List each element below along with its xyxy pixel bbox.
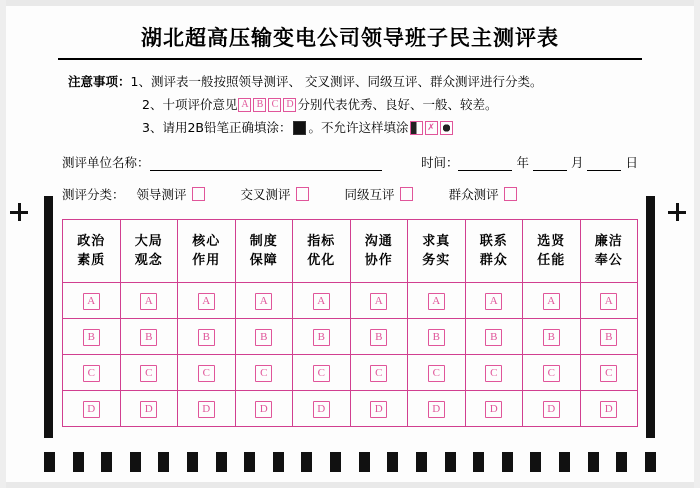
answer-row-b: [63, 319, 638, 355]
page-edge-top: [0, 0, 700, 6]
instruction-3-text-middle: 。不允许这样填涂: [308, 120, 409, 135]
timing-tick: [73, 452, 84, 472]
category-option-cross[interactable]: [241, 185, 309, 203]
timing-tick: [559, 452, 570, 472]
answer-cell[interactable]: [580, 283, 638, 319]
bubble-d[interactable]: D: [543, 401, 560, 418]
answer-row-a: [63, 283, 638, 319]
page-edge-left: [0, 0, 6, 488]
bubble-a[interactable]: A: [370, 293, 387, 310]
instruction-2-number: 2、: [142, 97, 163, 112]
answer-cell[interactable]: [120, 355, 178, 391]
answer-cell[interactable]: [63, 319, 121, 355]
answer-cell[interactable]: [580, 319, 638, 355]
answer-cell[interactable]: [523, 283, 581, 319]
timing-tick: [130, 452, 141, 472]
unit-name-field-group: [62, 153, 382, 171]
column-header-10-line1: 廉洁: [594, 234, 623, 249]
timing-tick: [101, 452, 112, 472]
category-option-cross-label: 交叉测评: [240, 187, 291, 202]
timing-tick: [158, 452, 169, 472]
answer-cell[interactable]: [63, 391, 121, 427]
bubble-c[interactable]: C: [255, 365, 272, 382]
timing-tick: [359, 452, 370, 472]
table-header-row: [63, 220, 638, 283]
bubble-b[interactable]: B: [543, 329, 560, 346]
column-header-3: [178, 220, 236, 283]
bubble-d[interactable]: D: [428, 401, 445, 418]
bubble-c[interactable]: C: [543, 365, 560, 382]
instruction-3-number: 3、: [142, 120, 163, 135]
column-header-9-line2: 任能: [537, 253, 566, 268]
instructions-label: 注意事项：: [68, 74, 131, 89]
column-header-2-line1: 大局: [134, 234, 163, 249]
bubble-b[interactable]: B: [255, 329, 272, 346]
column-header-6-line1: 沟通: [364, 234, 393, 249]
bubble-c[interactable]: C: [198, 365, 215, 382]
bubble-d[interactable]: D: [370, 401, 387, 418]
answer-cell[interactable]: [465, 391, 523, 427]
year-input[interactable]: [458, 156, 512, 171]
timing-tick: [187, 452, 198, 472]
timing-tick: [301, 452, 312, 472]
instructions-block: [44, 70, 656, 139]
registration-mark-right-icon: [668, 203, 686, 221]
answer-cell[interactable]: [350, 319, 408, 355]
bubble-c[interactable]: C: [313, 365, 330, 382]
column-header-4-line1: 制度: [249, 234, 278, 249]
title-divider: [58, 58, 642, 60]
answer-row-c: [63, 355, 638, 391]
column-header-10-line2: 奉公: [594, 253, 623, 268]
answer-cell[interactable]: [408, 355, 466, 391]
instruction-2-text-before: 十项评价意见: [162, 97, 238, 112]
column-header-8-line2: 群众: [479, 253, 508, 268]
bubble-c[interactable]: C: [83, 365, 100, 382]
timing-marks-bottom: [44, 452, 656, 472]
answer-cell[interactable]: [465, 319, 523, 355]
correct-fill-example-icon: [293, 121, 306, 135]
bubble-d[interactable]: D: [600, 401, 617, 418]
bubble-a[interactable]: A: [140, 293, 157, 310]
category-row: [44, 171, 656, 203]
instruction-line-3: [68, 116, 656, 139]
instruction-1-number: 1、: [130, 74, 151, 89]
bubble-b[interactable]: B: [370, 329, 387, 346]
instruction-line-2: [68, 93, 656, 116]
bubble-c[interactable]: C: [140, 365, 157, 382]
answer-cell[interactable]: [120, 319, 178, 355]
bubble-a[interactable]: A: [83, 293, 100, 310]
legend-option-d-box: D: [283, 98, 296, 112]
timing-tick: [273, 452, 284, 472]
bubble-b[interactable]: B: [428, 329, 445, 346]
column-header-5-line2: 优化: [307, 253, 336, 268]
category-option-mass[interactable]: [449, 185, 517, 203]
instruction-3-text-before: 请用2B铅笔正确填涂：: [162, 120, 292, 135]
bubble-a[interactable]: A: [485, 293, 502, 310]
category-label: 测评分类：: [62, 187, 125, 202]
bubble-d[interactable]: D: [198, 401, 215, 418]
answer-cell[interactable]: [523, 355, 581, 391]
timing-tick: [244, 452, 255, 472]
column-header-8: [465, 220, 523, 283]
year-unit-label: 年: [516, 155, 529, 170]
column-header-7: [408, 220, 466, 283]
bubble-d[interactable]: D: [313, 401, 330, 418]
day-input[interactable]: [587, 156, 621, 171]
bubble-c[interactable]: C: [485, 365, 502, 382]
registration-mark-left-icon: [10, 203, 28, 221]
column-header-3-line2: 作用: [192, 253, 221, 268]
column-header-9-line1: 选贤: [537, 234, 566, 249]
time-label: 时间：: [420, 155, 459, 170]
timing-tick: [645, 452, 656, 472]
column-header-3-line1: 核心: [192, 234, 221, 249]
category-option-mass-label: 群众测评: [448, 187, 499, 202]
page-edge-right: [694, 0, 700, 488]
answer-cell[interactable]: [63, 283, 121, 319]
timing-tick: [473, 452, 484, 472]
column-header-1: [63, 220, 121, 283]
bubble-a[interactable]: A: [543, 293, 560, 310]
answer-cell[interactable]: [178, 283, 236, 319]
answer-cell[interactable]: [293, 319, 351, 355]
bubble-b[interactable]: B: [485, 329, 502, 346]
wrong-fill-cross-icon: [425, 121, 438, 135]
day-unit-label: 日: [625, 155, 638, 170]
answer-cell[interactable]: [235, 283, 293, 319]
answer-cell[interactable]: [523, 391, 581, 427]
month-input[interactable]: [533, 156, 567, 171]
bubble-b[interactable]: B: [198, 329, 215, 346]
bubble-a[interactable]: A: [255, 293, 272, 310]
answer-cell[interactable]: [580, 391, 638, 427]
column-header-1-line1: 政治: [77, 234, 106, 249]
timing-tick: [616, 452, 627, 472]
column-header-1-line2: 素质: [77, 253, 106, 268]
bubble-a[interactable]: A: [428, 293, 445, 310]
bubble-b[interactable]: B: [600, 329, 617, 346]
date-field-group: [421, 153, 638, 171]
bubble-a[interactable]: A: [313, 293, 330, 310]
bubble-a[interactable]: A: [198, 293, 215, 310]
form-fields-row: [44, 139, 656, 171]
answer-cell[interactable]: [408, 319, 466, 355]
column-header-5: [293, 220, 351, 283]
category-option-leader-checkbox[interactable]: [192, 187, 205, 201]
answer-cell[interactable]: [350, 283, 408, 319]
timing-tick: [445, 452, 456, 472]
bubble-d[interactable]: D: [83, 401, 100, 418]
legend-option-a-box: A: [238, 98, 251, 112]
column-header-6: [350, 220, 408, 283]
answer-cell[interactable]: [350, 355, 408, 391]
bubble-b[interactable]: B: [83, 329, 100, 346]
answer-cell[interactable]: [523, 319, 581, 355]
page-edge-bottom: [0, 482, 700, 488]
answer-cell[interactable]: [235, 355, 293, 391]
answer-cell[interactable]: [178, 355, 236, 391]
column-header-4-line2: 保障: [249, 253, 278, 268]
answer-cell[interactable]: [120, 391, 178, 427]
category-option-leader-label: 领导测评: [136, 187, 187, 202]
answer-cell[interactable]: [408, 391, 466, 427]
column-header-10: [580, 220, 638, 283]
bubble-c[interactable]: C: [600, 365, 617, 382]
bubble-c[interactable]: C: [428, 365, 445, 382]
bubble-b[interactable]: B: [140, 329, 157, 346]
timing-tick: [330, 452, 341, 472]
evaluation-answer-table: [62, 219, 638, 427]
timing-tick: [216, 452, 227, 472]
wrong-fill-half-icon: [410, 121, 423, 135]
answer-cell[interactable]: [293, 391, 351, 427]
bubble-a[interactable]: A: [600, 293, 617, 310]
bubble-d[interactable]: D: [255, 401, 272, 418]
answer-cell[interactable]: [63, 355, 121, 391]
column-header-2-line2: 观念: [134, 253, 163, 268]
bubble-d[interactable]: D: [485, 401, 502, 418]
timing-tick: [387, 452, 398, 472]
answer-cell[interactable]: [293, 283, 351, 319]
month-unit-label: 月: [570, 155, 584, 170]
instruction-line-1: [68, 70, 656, 93]
form-content: [44, 12, 656, 427]
answer-cell[interactable]: [408, 283, 466, 319]
category-option-peer[interactable]: [345, 185, 413, 203]
instruction-1-text: 测评表一般按照领导测评、 交叉测评、同级互评、群众测评进行分类。: [150, 74, 543, 89]
answer-cell[interactable]: [178, 319, 236, 355]
wrong-fill-dot-icon: [440, 121, 453, 135]
answer-cell[interactable]: [350, 391, 408, 427]
answer-cell[interactable]: [120, 283, 178, 319]
legend-option-c-box: C: [268, 98, 281, 112]
answer-row-d: [63, 391, 638, 427]
instruction-2-text-after: 分别代表优秀、良好、一般、较差。: [297, 97, 498, 112]
unit-name-label: 测评单位名称：: [62, 155, 150, 170]
column-header-9: [523, 220, 581, 283]
answer-cell[interactable]: [465, 355, 523, 391]
answer-cell[interactable]: [178, 391, 236, 427]
timing-tick: [416, 452, 427, 472]
bubble-b[interactable]: B: [313, 329, 330, 346]
bubble-d[interactable]: D: [140, 401, 157, 418]
category-option-peer-label: 同级互评: [344, 187, 395, 202]
answer-cell[interactable]: [465, 283, 523, 319]
bubble-c[interactable]: C: [370, 365, 387, 382]
page-title: 湖北超高压输变电公司领导班子民主测评表: [141, 26, 559, 50]
legend-option-b-box: B: [253, 98, 266, 112]
answer-cell[interactable]: [235, 319, 293, 355]
column-header-2: [120, 220, 178, 283]
column-header-7-line1: 求真: [422, 234, 451, 249]
answer-cell[interactable]: [293, 355, 351, 391]
category-option-leader[interactable]: [137, 185, 205, 203]
category-option-peer-checkbox[interactable]: [400, 187, 413, 201]
column-header-7-line2: 务实: [422, 253, 451, 268]
timing-tick: [44, 452, 55, 472]
answer-cell[interactable]: [580, 355, 638, 391]
column-header-5-line1: 指标: [307, 234, 336, 249]
timing-tick: [502, 452, 513, 472]
column-header-6-line2: 协作: [364, 253, 393, 268]
unit-name-input[interactable]: [150, 156, 382, 171]
answer-cell[interactable]: [235, 391, 293, 427]
answer-table-wrapper: [44, 203, 656, 427]
category-option-cross-checkbox[interactable]: [296, 187, 309, 201]
category-option-mass-checkbox[interactable]: [504, 187, 517, 201]
column-header-8-line1: 联系: [479, 234, 508, 249]
timing-tick: [588, 452, 599, 472]
column-header-4: [235, 220, 293, 283]
timing-tick: [530, 452, 541, 472]
